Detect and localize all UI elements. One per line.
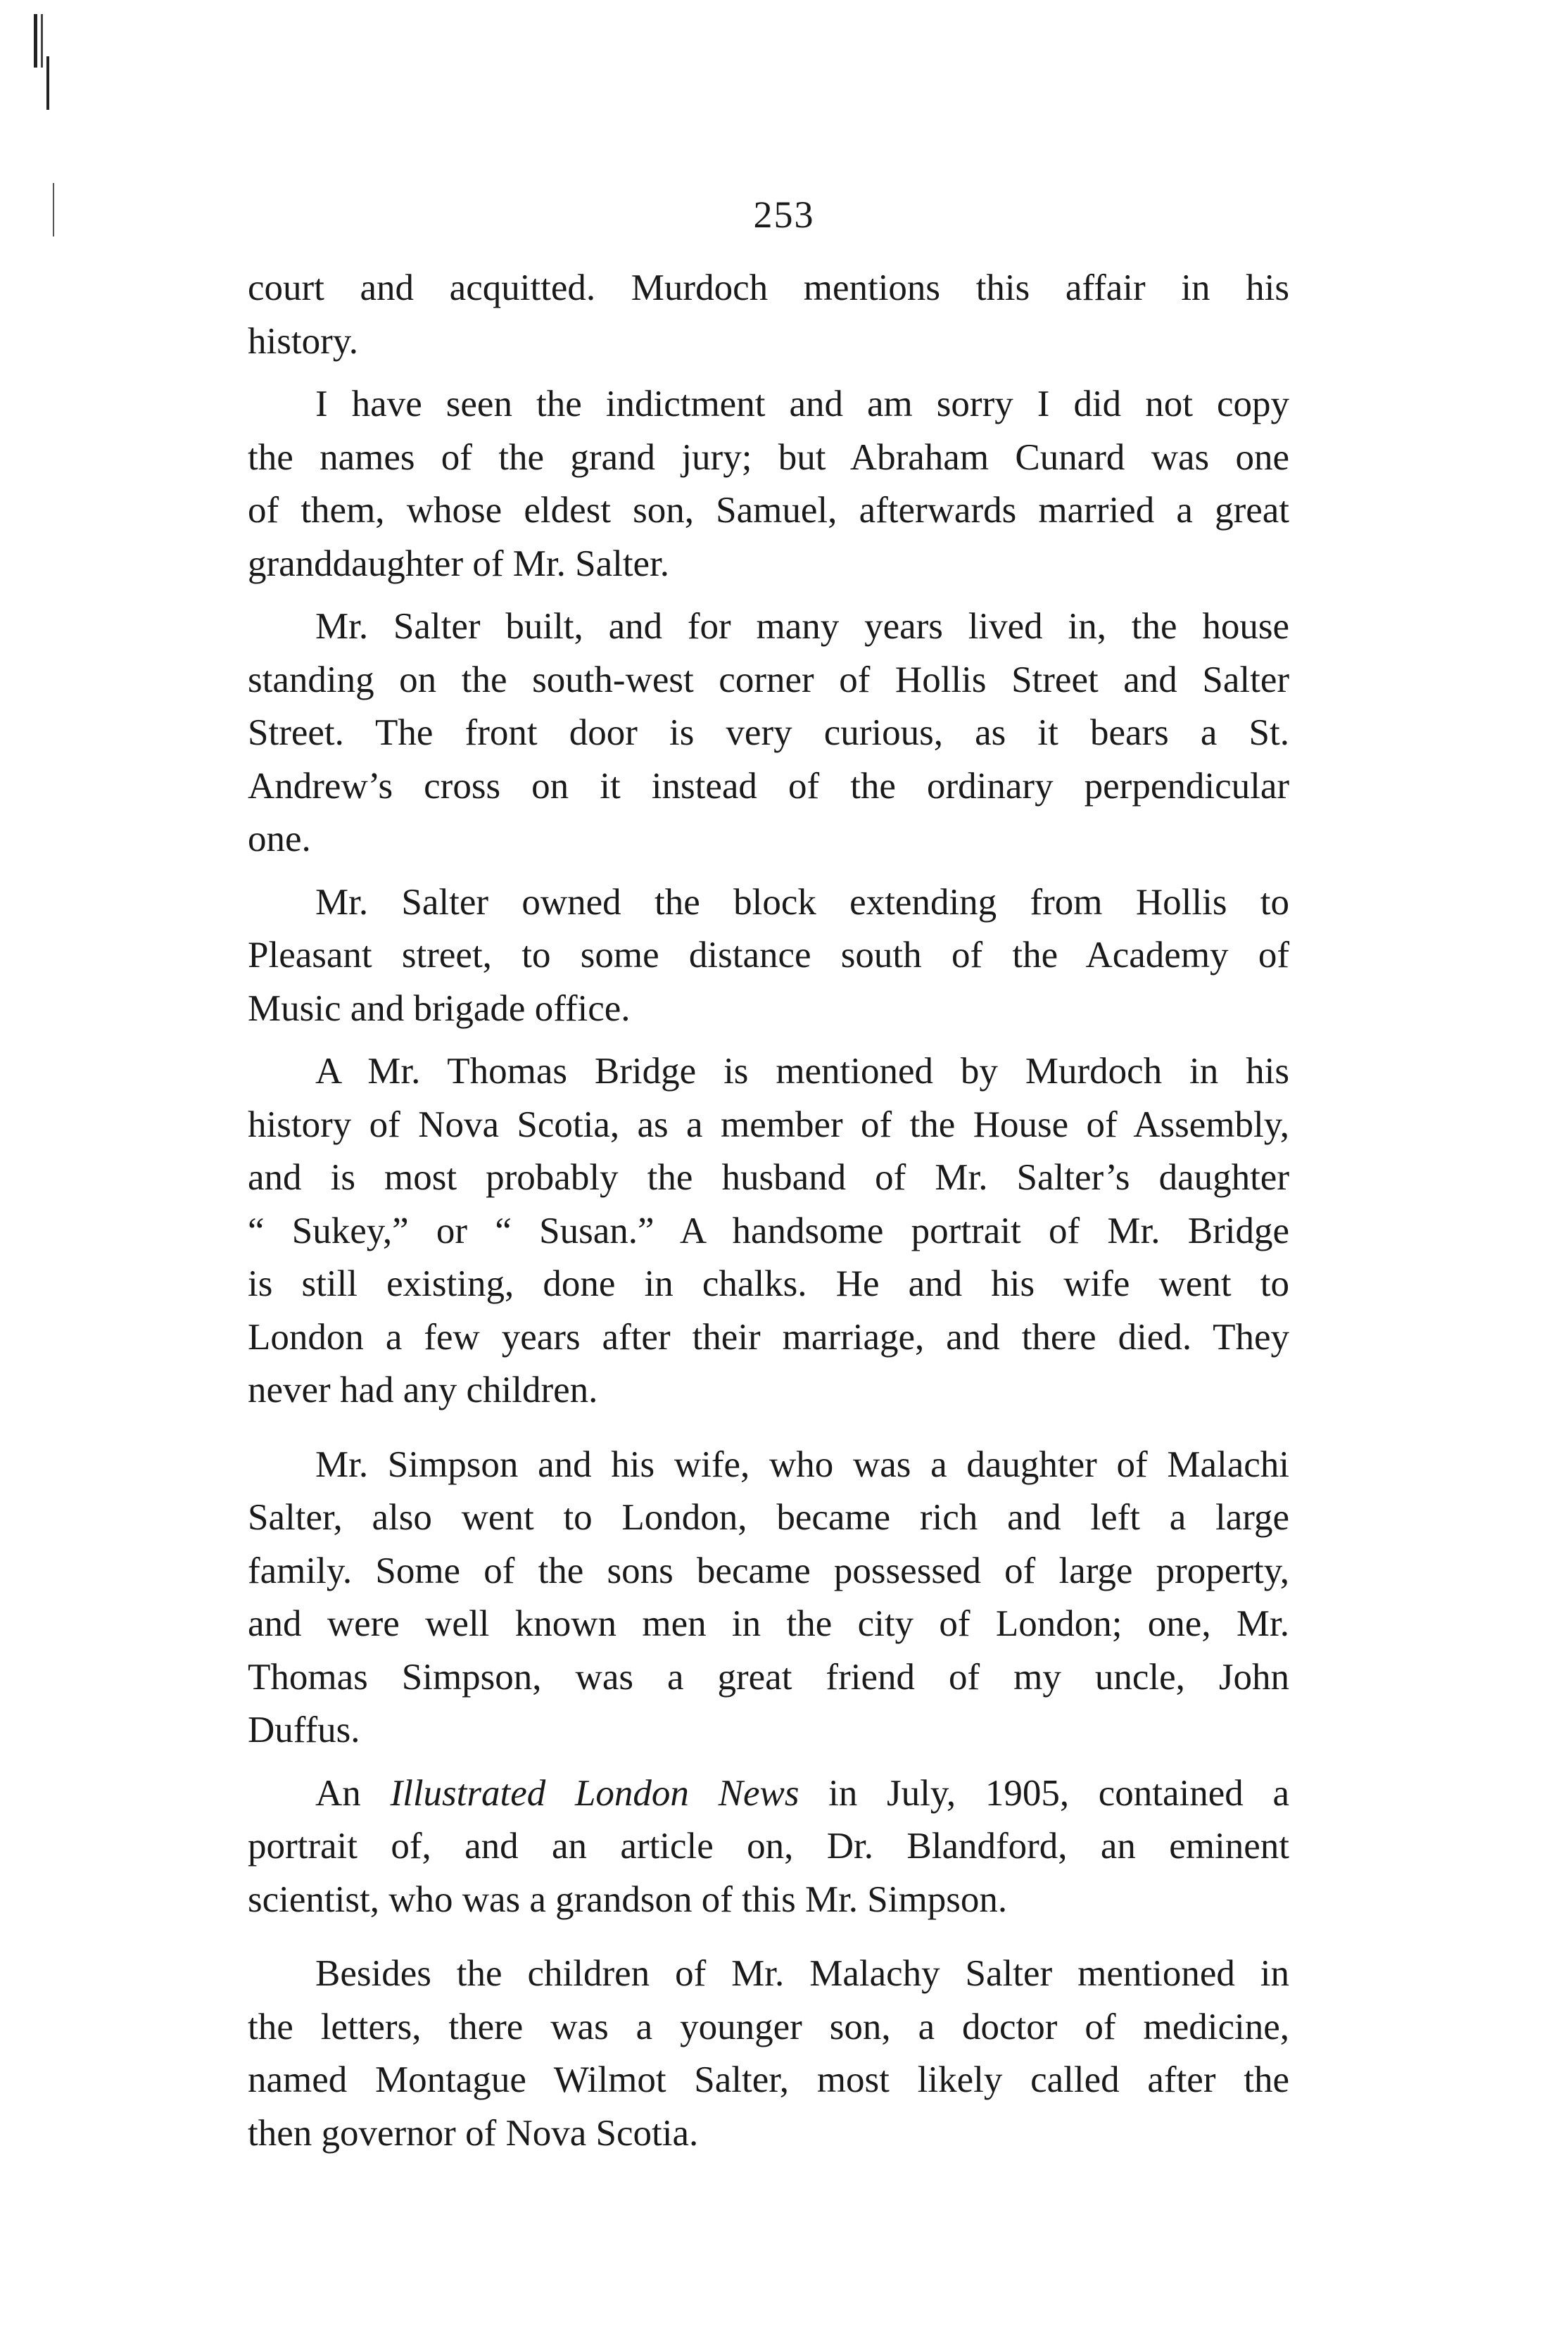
text-line: is still existing, done in chalks. He and his wife went to [248, 1263, 1289, 1304]
text-line: Mr. Salter built, and for many years lived in, the house [315, 606, 1289, 647]
text-line: and were well known men in the city of London; one, Mr. [248, 1603, 1289, 1644]
text-line: Music and brigade office. [248, 987, 631, 1029]
text-line: granddaughter of Mr. Salter. [248, 543, 670, 584]
text-line: Pleasant street, to some distance south of the Academy of [248, 935, 1289, 976]
binding-edge [31, 14, 58, 2323]
text-line: named Montague Wilmot Salter, most likely called after the [248, 2059, 1289, 2100]
text-line: “ Sukey,” or “ Susan.” A handsome portrait of Mr. Bridge [248, 1210, 1289, 1251]
text-line: standing on the south-west corner of Hollis Street and Salter [248, 659, 1289, 700]
text-line: Thomas Simpson, was a great friend of my uncle, John [248, 1656, 1289, 1698]
body-text [248, 262, 1289, 2160]
text-line: Andrew’s cross on it instead of the ordinary perpendicular [248, 765, 1289, 807]
text-line: of them, whose eldest son, Samuel, afterwards married a great [248, 490, 1289, 531]
text-line: London a few years after their marriage, and there died. They [248, 1316, 1289, 1358]
paragraph [248, 1947, 1289, 2160]
text-run: An [315, 1772, 391, 1814]
paragraph [248, 378, 1289, 591]
paragraph [248, 1767, 1289, 1927]
text-line [248, 1767, 1289, 1821]
text-line: A Mr. Thomas Bridge is mentioned by Murdoch in his [315, 1051, 1289, 1092]
text-line: Street. The front door is very curious, as it bears a St. [248, 712, 1289, 753]
text-line: history of Nova Scotia, as a member of the House of Assembly, [248, 1104, 1289, 1145]
text-run: in July, 1905, contained a [799, 1772, 1289, 1814]
text-line: and is most probably the husband of Mr. Salter’s daughter [248, 1157, 1289, 1198]
text-line: Salter, also went to London, became rich and left a large [248, 1497, 1289, 1538]
paragraph [248, 262, 1289, 368]
paragraph [248, 876, 1289, 1036]
text-line: the names of the grand jury; but Abraham Cunard was one [248, 436, 1289, 478]
text-line: Besides the children of Mr. Malachy Salter mentioned in [315, 1953, 1289, 1994]
text-line: never had any children. [248, 1370, 598, 1410]
paragraph [248, 600, 1289, 866]
page-number: 253 [753, 194, 815, 236]
text-line: court and acquitted. Murdoch mentions this affair in his [248, 267, 1289, 308]
text-line: then governor of Nova Scotia. [248, 2112, 699, 2154]
text-line: I have seen the indictment and am sorry I did not copy [315, 384, 1289, 424]
text-line: family. Some of the sons became possessed of large property, [248, 1550, 1289, 1591]
paragraph [248, 1045, 1289, 1418]
text-line: the letters, there was a younger son, a doctor of medicine, [248, 2006, 1289, 2047]
text-line: Duffus. [248, 1710, 360, 1750]
text-line: history. [248, 320, 359, 362]
text-line: one. [248, 819, 311, 859]
text-line: scientist, who was a grandson of this Mr. Simpson. [248, 1879, 1008, 1920]
newspaper-title: Illustrated London News [390, 1772, 799, 1814]
text-line: portrait of, and an article on, Dr. Blandford, an eminent [248, 1826, 1289, 1867]
text-line: Mr. Simpson and his wife, who was a daughter of Malachi [315, 1444, 1289, 1485]
paragraph [248, 1439, 1289, 1757]
text-line: Mr. Salter owned the block extending from Hollis to [315, 881, 1289, 923]
